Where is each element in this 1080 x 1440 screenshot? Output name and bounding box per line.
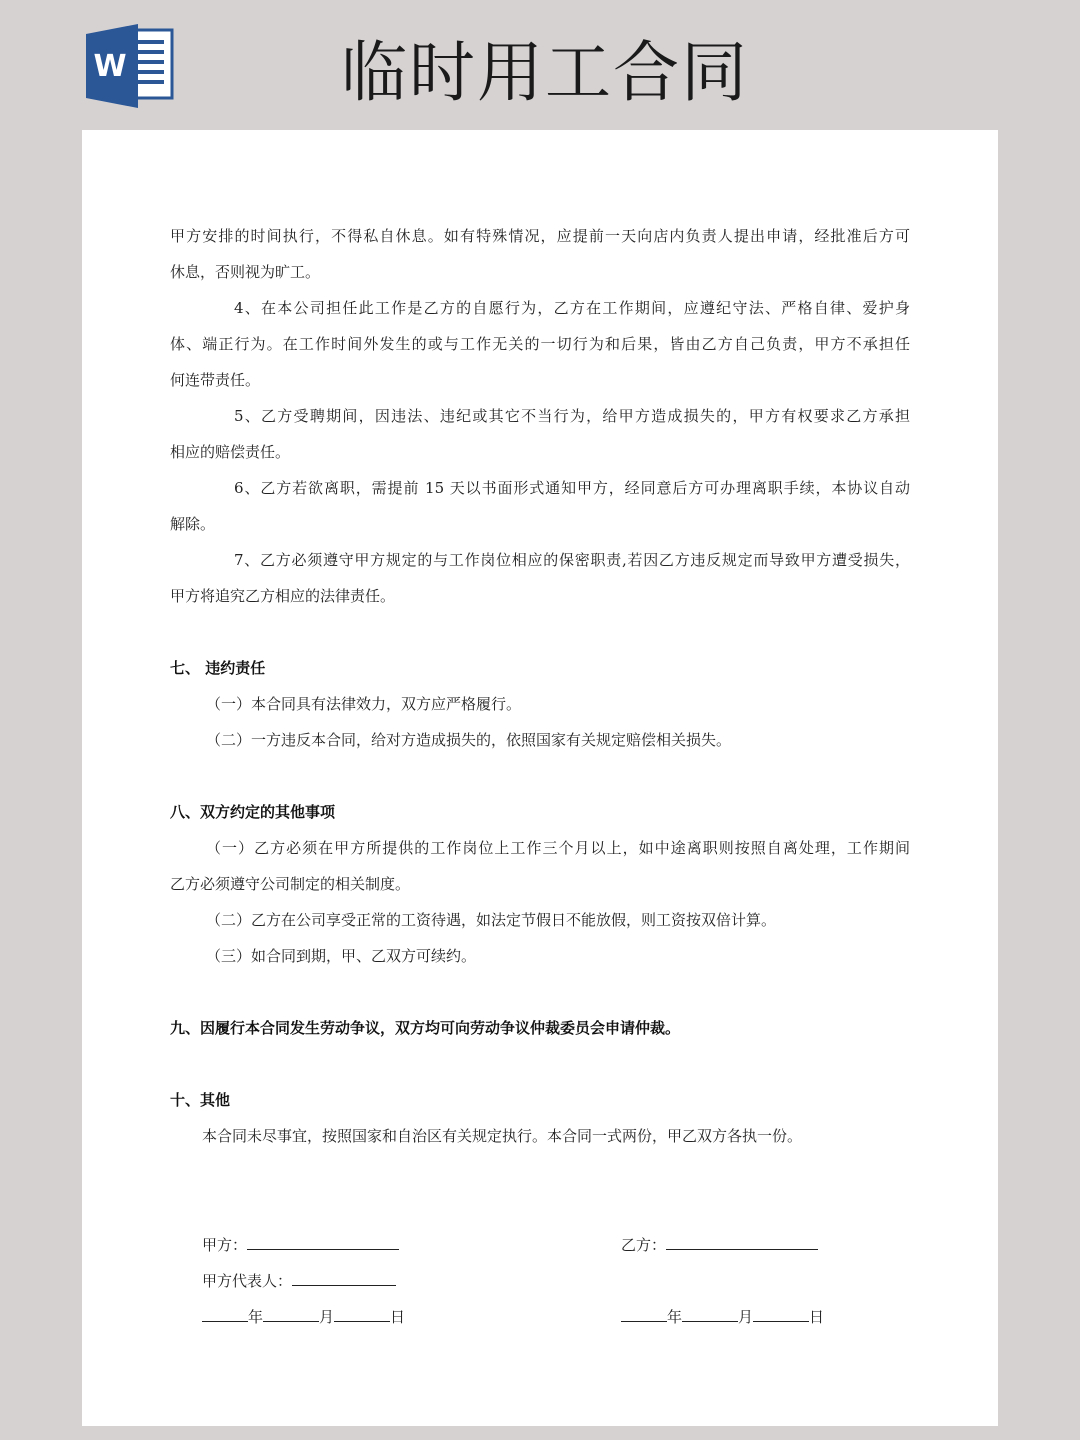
section-8-heading: 八、双方约定的其他事项 [170,803,336,821]
year-blank[interactable] [621,1306,667,1322]
party-a-blank[interactable] [247,1234,399,1250]
word-document-icon [86,24,176,108]
day-label: 日 [809,1308,825,1326]
year-label: 年 [248,1308,264,1326]
party-b-blank[interactable] [666,1234,818,1250]
day-blank[interactable] [753,1306,809,1322]
section-9-heading: 九、因履行本合同发生劳动争议，双方均可向劳动争议仲裁委员会申请仲裁。 [170,1019,681,1037]
party-b-signature [621,1234,818,1255]
clause-4-line: 4、在本公司担任此工作是乙方的自愿行为，乙方在工作期间，应遵纪守法、严格自律、爱护身 [234,299,910,317]
section-8-item: （一）乙方必须在甲方所提供的工作岗位上工作三个月以上，如中途离职则按照自离处理，工作期间 [206,839,910,857]
section-7-item: （二）一方违反本合同，给对方造成损失的，依照国家有关规定赔偿相关损失。 [206,731,732,749]
svg-text:W: W [93,49,127,84]
section-8-item: 乙方必须遵守公司制定的相关制度。 [170,875,411,893]
party-a-rep-blank[interactable] [292,1270,396,1286]
section-7-item: （一）本合同具有法律效力，双方应严格履行。 [206,695,522,713]
day-label: 日 [390,1308,406,1326]
party-a-date [202,1306,405,1327]
paragraph-line: 休息，否则视为旷工。 [170,263,321,281]
header [0,0,1080,130]
month-label: 月 [738,1308,754,1326]
party-a-rep-label: 甲方代表人： [202,1272,293,1290]
clause-4-line: 体、端正行为。在工作时间外发生的或与工作无关的一切行为和后果，皆由乙方自己负责，甲方不承担任 [170,335,910,353]
section-7-heading: 七、 违约责任 [170,659,266,677]
party-b-date [621,1306,824,1327]
month-blank[interactable] [263,1306,319,1322]
month-blank[interactable] [682,1306,738,1322]
party-a-rep-signature [202,1270,396,1291]
section-10-heading: 十、其他 [170,1091,231,1109]
clause-6-line: 6、乙方若欲离职，需提前 15 天以书面形式通知甲方，经同意后方可办理离职手续，本协议自动 [234,479,910,497]
paragraph-line: 甲方安排的时间执行，不得私自休息。如有特殊情况，应提前一天向店内负责人提出申请，经批准后方可 [170,227,910,245]
section-8-item: （三）如合同到期，甲、乙双方可续约。 [206,947,477,965]
clause-7-line: 甲方将追究乙方相应的法律责任。 [170,587,396,605]
clause-5-line: 5、乙方受聘期间，因违法、违纪或其它不当行为，给甲方造成损失的，甲方有权要求乙方承担 [234,407,910,425]
clause-4-line: 何连带责任。 [170,371,261,389]
section-10-text: 本合同未尽事宜，按照国家和自治区有关规定执行。本合同一式两份，甲乙双方各执一份。 [202,1127,803,1145]
party-b-label: 乙方： [621,1236,667,1254]
month-label: 月 [319,1308,335,1326]
party-a-label: 甲方： [202,1236,248,1254]
day-blank[interactable] [334,1306,390,1322]
page-title: 临时用工合同 [341,34,749,111]
year-label: 年 [667,1308,683,1326]
document-page [82,130,998,1426]
year-blank[interactable] [202,1306,248,1322]
party-a-signature [202,1234,399,1255]
clause-7-line: 7、乙方必须遵守甲方规定的与工作岗位相应的保密职责,若因乙方违反规定而导致甲方遭受损失， [234,551,910,569]
clause-5-line: 相应的赔偿责任。 [170,443,291,461]
section-8-item: （二）乙方在公司享受正常的工资待遇，如法定节假日不能放假，则工资按双倍计算。 [206,911,777,929]
clause-6-line: 解除。 [170,515,216,533]
